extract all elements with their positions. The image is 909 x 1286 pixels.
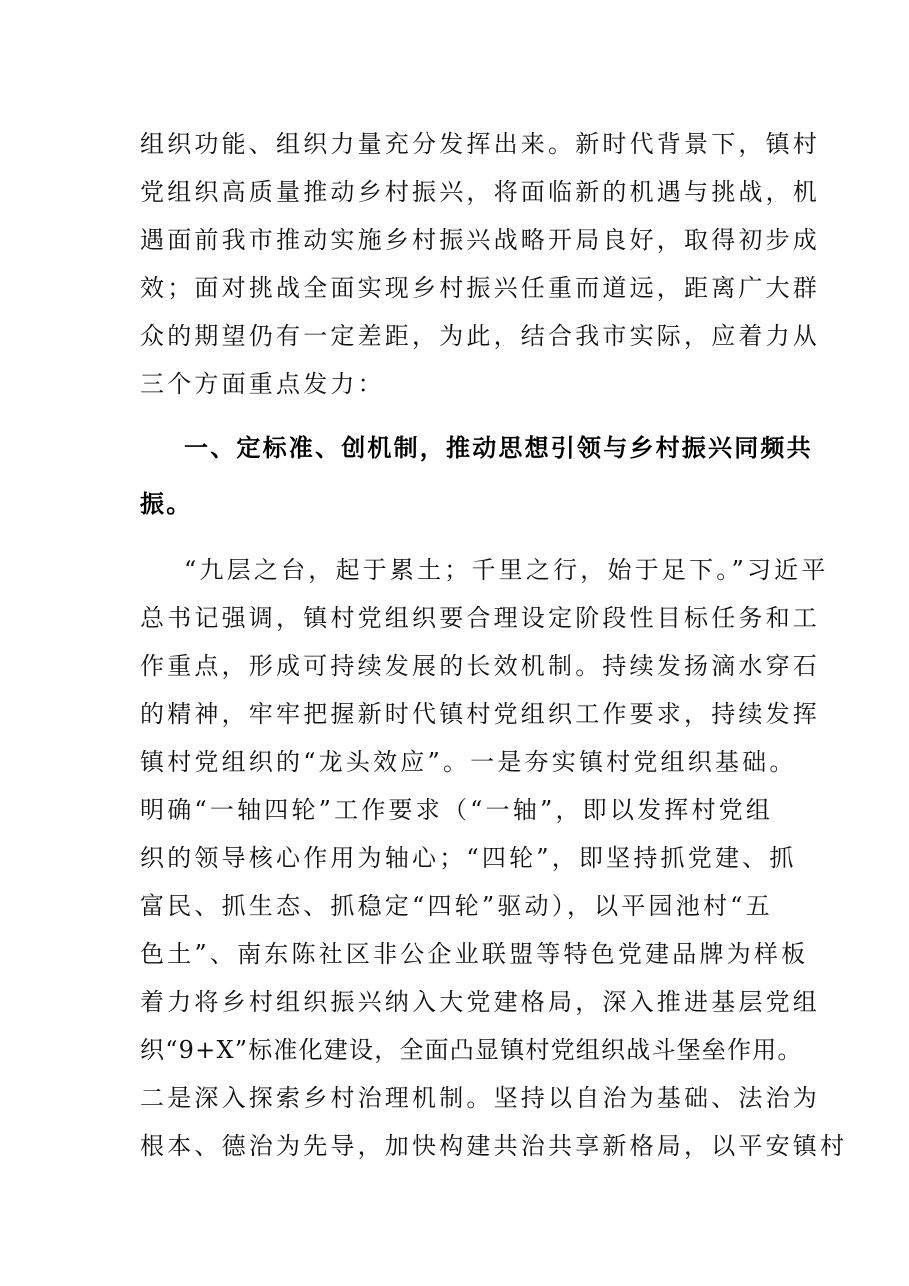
text-line: 明确“一轴四轮”工作要求（“一轴”，即以发挥村党组	[140, 796, 774, 824]
text-line: 总书记强调，镇村党组织要合理设定阶段性目标任务和工	[140, 604, 820, 632]
text-line: 织的领导核心作用为轴心；“四轮”，即坚持抓党建、抓	[140, 844, 797, 872]
text-line: 二是深入探索乡村治理机制。坚持以自治为基础、法治为	[140, 1084, 820, 1112]
text-line: 三个方面重点发力：	[140, 370, 385, 398]
text-line: 根本、德治为先导，加快构建共治共享新格局，以平安镇村	[140, 1132, 848, 1160]
section-heading	[140, 420, 813, 532]
intro-paragraph	[140, 120, 820, 408]
heading-line: 一、定标准、创机制，推动思想引领与乡村振兴同频共	[184, 434, 813, 462]
text-line: “九层之台，起于累土；千里之行，始于足下。”习近平	[184, 556, 829, 584]
text-line: 组织功能、组织力量充分发挥出来。新时代背景下，镇村	[140, 130, 820, 158]
text-line: 作重点，形成可持续发展的长效机制。持续发扬滴水穿石	[140, 652, 820, 680]
body-paragraph	[140, 546, 848, 1170]
text-line: 遇面前我市推动实施乡村振兴战略开局良好，取得初步成	[140, 226, 820, 254]
text-line: 效；面对挑战全面实现乡村振兴任重而道远，距离广大群	[140, 274, 820, 302]
text-line: 着力将乡村组织振兴纳入大党建格局，深入推进基层党组	[140, 988, 820, 1016]
text-line: 镇村党组织的“龙头效应”。一是夯实镇村党组织基础。	[140, 748, 797, 776]
text-line: 众的期望仍有一定差距，为此，结合我市实际，应着力从	[140, 322, 820, 350]
heading-line: 振。	[140, 490, 193, 518]
text-line: 富民、抓生态、抓稳定“四轮”驱动），以平园池村“五	[140, 892, 773, 920]
text-line: 色土”、南东陈社区非公企业联盟等特色党建品牌为样板	[140, 940, 809, 968]
document-body	[140, 120, 848, 1170]
text-line: 的精神，牢牢把握新时代镇村党组织工作要求，持续发挥	[140, 700, 820, 728]
text-line: 织“9+X”标准化建设，全面凸显镇村党组织战斗堡垒作用。	[140, 1036, 803, 1064]
spacer	[140, 408, 770, 420]
text-line: 党组织高质量推动乡村振兴，将面临新的机遇与挑战，机	[140, 178, 820, 206]
spacer	[140, 532, 770, 546]
